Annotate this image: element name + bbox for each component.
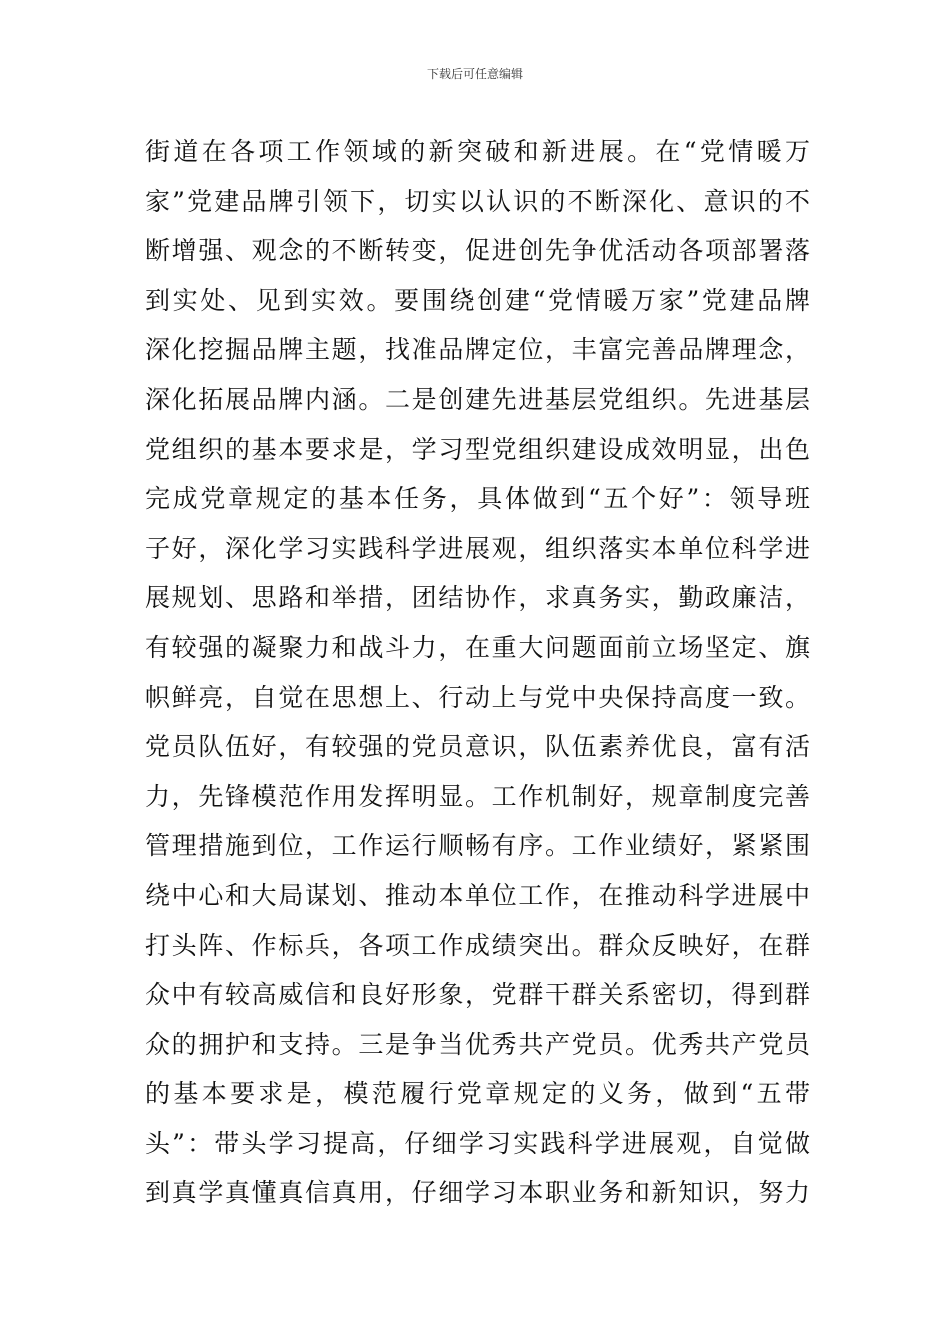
text-line: 到实处、见到实效。要围绕创建“党情暖万家”党建品牌 — [145, 285, 810, 315]
text-line: 管理措施到位，工作运行顺畅有序。工作业绩好，紧紧围 — [145, 831, 810, 861]
text-line: 力，先锋模范作用发挥明显。工作机制好，规章制度完善 — [145, 781, 810, 811]
text-line: 断增强、观念的不断转变，促进创先争优活动各项部署落 — [145, 236, 810, 266]
text-line: 打头阵、作标兵，各项工作成绩突出。群众反映好，在群 — [145, 930, 810, 960]
text-line: 子好，深化学习实践科学进展观，组织落实本单位科学进 — [145, 533, 810, 563]
text-line: 众的拥护和支持。三是争当优秀共产党员。优秀共产党员 — [145, 1029, 810, 1059]
text-line: 绕中心和大局谋划、推动本单位工作，在推动科学进展中 — [145, 880, 810, 910]
text-line: 众中有较高威信和良好形象，党群干群关系密切，得到群 — [145, 980, 810, 1010]
body-text — [145, 127, 810, 1218]
text-line: 展规划、思路和举措，团结协作，求真务实，勤政廉洁， — [145, 583, 810, 613]
text-line: 深化拓展品牌内涵。二是创建先进基层党组织。先进基层 — [145, 384, 810, 414]
text-line: 完成党章规定的基本任务，具体做到“五个好”：领导班 — [145, 484, 810, 514]
text-line: 有较强的凝聚力和战斗力，在重大问题面前立场坚定、旗 — [145, 632, 810, 662]
text-line: 街道在各项工作领域的新突破和新进展。在“党情暖万 — [145, 137, 810, 166]
text-line: 家”党建品牌引领下，切实以认识的不断深化、意识的不 — [145, 186, 810, 216]
text-line: 党组织的基本要求是，学习型党组织建设成效明显，出色 — [145, 434, 810, 464]
page-header-note: 下载后可任意编辑 — [426, 67, 523, 81]
text-line: 帜鲜亮，自觉在思想上、行动上与党中央保持高度一致。 — [145, 682, 810, 712]
text-line: 到真学真懂真信真用，仔细学习本职业务和新知识，努力 — [145, 1178, 810, 1208]
text-line: 头”：带头学习提高，仔细学习实践科学进展观，自觉做 — [145, 1128, 810, 1158]
text-line: 党员队伍好，有较强的党员意识，队伍素养优良，富有活 — [145, 732, 810, 762]
text-line: 的基本要求是，模范履行党章规定的义务，做到“五带 — [145, 1079, 810, 1109]
text-line: 深化挖掘品牌主题，找准品牌定位，丰富完善品牌理念， — [145, 335, 810, 365]
